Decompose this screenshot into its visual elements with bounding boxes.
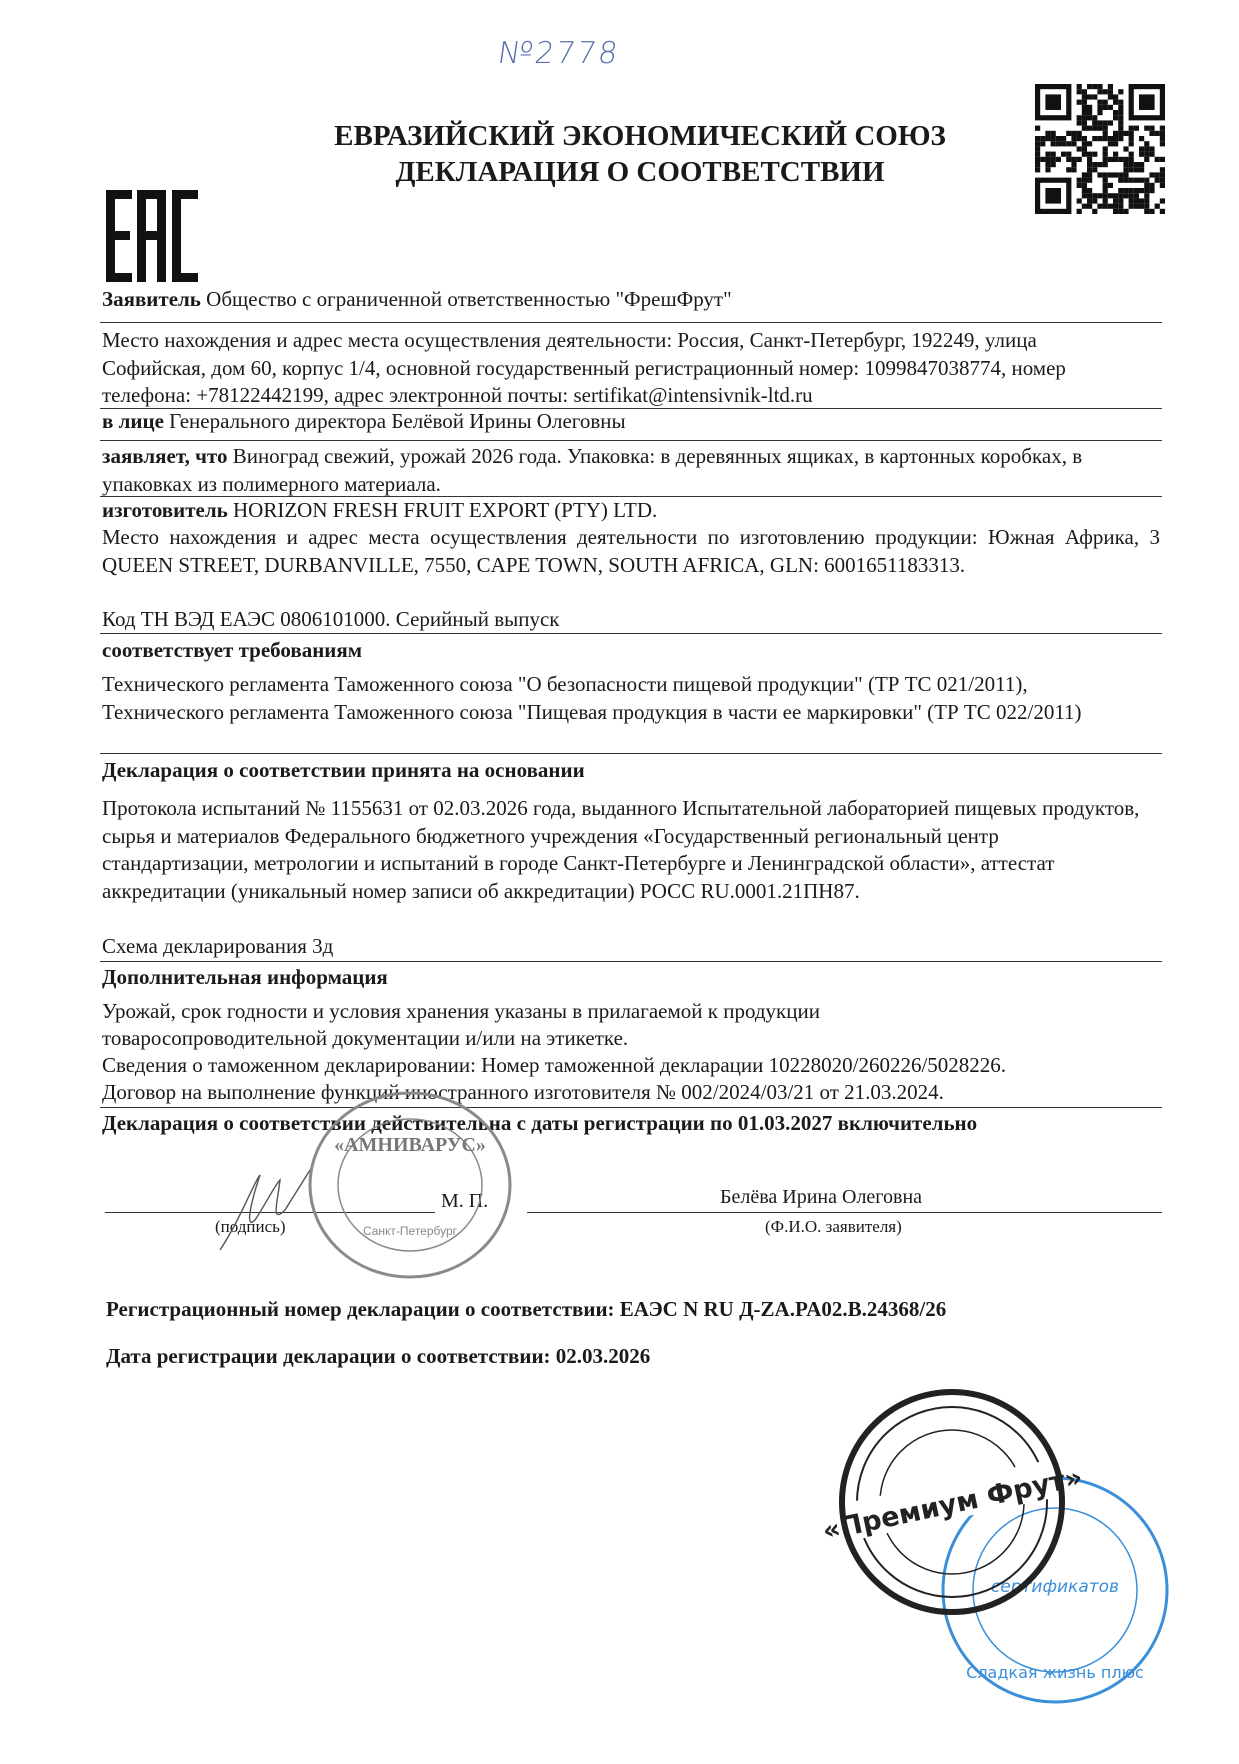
basis-text: Протокола испытаний № 1155631 от 02.03.2026 года, выданного Испытательной лабораторией пищевых продуктов, сырья и материалов Федерального бюджетного учреждения «Государственный региональный центр стандартизации, метрологии и испытаний в городе Санкт-Петербурге и Ленинградской области», аттестат аккредитации (уникальный номер записи об аккредитации) РОСС RU.0001.21ПН87. <box>102 796 1140 903</box>
applicant-value: Общество с ограниченной ответственностью "ФрешФрут" <box>206 287 732 311</box>
manufacturer-code: Код ТН ВЭД ЕАЭС 0806101000. Серийный выпуск <box>102 607 560 631</box>
additional-line: Сведения о таможенном декларировании: Номер таможенной декларации 10228020/260226/5028226. <box>102 1053 1007 1077</box>
svg-text:«Премиум Фрут»: «Премиум Фрут» <box>819 1461 1086 1548</box>
basis-scheme: Схема декларирования 3д <box>102 934 334 958</box>
declares-value: Виноград свежий, урожай 2026 года. Упаковка: в деревянных ящиках, в картонных коробках, в упаковках из полимерного материала. <box>102 444 1083 496</box>
represented-label: в лице <box>102 409 164 433</box>
requirements-text: Технического регламента Таможенного союза "О безопасности пищевой продукции" (ТР ТС 021/2011), Технического регламента Таможенного союза "Пищевая продукция в части ее маркировки" (ТР ТС 022/2011) <box>102 672 1082 724</box>
seal-place-label: М. П. <box>441 1190 489 1212</box>
declares-line <box>102 443 1102 498</box>
qr-code-icon <box>1035 84 1165 214</box>
declares-label: заявляет, что <box>102 444 228 468</box>
svg-text:Сладкая жизнь плюс: Сладкая жизнь плюс <box>966 1663 1144 1682</box>
manufacturer-line <box>102 497 1160 525</box>
manufacturer-label: изготовитель <box>102 498 228 522</box>
divider <box>100 753 1162 754</box>
black-stamp-icon <box>819 1385 1086 1620</box>
additional-line: товаросопроводительной документации и/или на этикетке. <box>102 1026 629 1050</box>
manufacturer-address: Место нахождения и адрес места осуществления деятельности по изготовлению продукции: Южная Африка, 3 QUEEN STREET, DURBANVILLE, 7550, CAPE TOWN, SOUTH AFRICA, GLN: 6001651183313. <box>102 525 1160 577</box>
divider <box>100 961 1162 962</box>
header-title: ДЕКЛАРАЦИЯ О СООТВЕТСТВИИ <box>395 156 885 188</box>
signature-label: (подпись) <box>215 1217 286 1236</box>
name-line <box>527 1212 1162 1213</box>
svg-text:«АМНИВАРУС»: «АМНИВАРУС» <box>334 1134 486 1156</box>
handwritten-number: №2778 <box>495 36 622 71</box>
applicant-line <box>102 286 1160 314</box>
validity-statement: Декларация о соответствии действительна с даты регистрации по 01.03.2027 включительно <box>102 1111 978 1135</box>
divider <box>100 322 1162 323</box>
svg-text:Санкт-Петербург: Санкт-Петербург <box>362 1224 458 1238</box>
divider <box>100 440 1162 441</box>
registration-number: Регистрационный номер декларации о соответствии: ЕАЭС N RU Д-ZA.PA02.B.24368/26 <box>106 1297 947 1321</box>
represented-value: Генерального директора Белёвой Ирины Олеговны <box>169 409 626 433</box>
registration-date: Дата регистрации декларации о соответствии: 02.03.2026 <box>106 1344 651 1368</box>
applicant-address: Место нахождения и адрес места осуществления деятельности: Россия, Санкт-Петербург, 192249, улица Софийская, дом 60, корпус 1/4, основной государственный регистрационный номер: 1099847038774, номер телефона: +78122442199, адрес электронной почты: sertifikat@intensivnik-ltd.ru <box>102 328 1066 407</box>
requirements-heading: соответствует требованиям <box>102 638 363 662</box>
signer-name: Белёва Ирина Олеговна <box>720 1186 923 1208</box>
eac-logo-icon <box>106 190 198 282</box>
basis-heading: Декларация о соответствии принята на основании <box>102 758 585 782</box>
applicant-label: Заявитель <box>102 287 201 311</box>
divider <box>100 633 1162 634</box>
header-union: ЕВРАЗИЙСКИЙ ЭКОНОМИЧЕСКИЙ СОЮЗ <box>334 120 946 152</box>
signer-name-label: (Ф.И.О. заявителя) <box>765 1217 902 1236</box>
additional-heading: Дополнительная информация <box>102 965 388 989</box>
represented-line <box>102 408 1160 436</box>
manufacturer-value: HORIZON FRESH FRUIT EXPORT (PTY) LTD. <box>233 498 658 522</box>
divider <box>100 1107 1162 1108</box>
additional-line: Урожай, срок годности и условия хранения указаны в прилагаемой к продукции <box>102 999 820 1023</box>
company-seal-icon <box>300 1085 520 1285</box>
svg-text:сертификатов: сертификатов <box>990 1577 1120 1597</box>
additional-line: Договор на выполнение функций иностранного изготовителя № 002/2024/03/21 от 21.03.2024. <box>102 1080 944 1104</box>
